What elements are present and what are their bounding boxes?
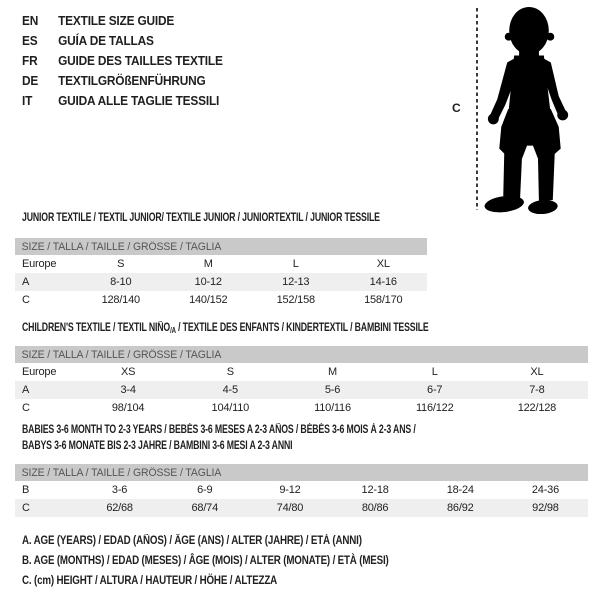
size-cell: XL (530, 366, 544, 378)
size-cell: 5-6 (324, 384, 341, 396)
babies-title-line1: BABIES 3-6 MONTH TO 2-3 YEARS / BEBÉS 3-6 MESES A 2-3 AÑOS / BÉBÉS 3-6 MOIS À 2-3 ANS / (22, 424, 416, 436)
row-label: C (22, 294, 30, 306)
row-label: B (22, 484, 30, 496)
size-cell: 3-6 (111, 484, 128, 496)
children-section-title (22, 320, 429, 339)
language-row-es (22, 31, 223, 51)
table-row (15, 363, 588, 381)
size-cell: 62/68 (106, 502, 133, 514)
size-cell: 8-10 (110, 276, 132, 288)
size-cell: 140/152 (189, 294, 228, 306)
table-row (15, 255, 427, 273)
babies-section-title (22, 422, 416, 454)
size-cell: 24-36 (531, 484, 560, 496)
row-label: Europe (22, 366, 57, 378)
size-cell: 7-8 (529, 384, 545, 396)
toddler-silhouette-image (482, 4, 578, 214)
language-code: FR (22, 54, 38, 68)
size-cell: XS (120, 366, 136, 378)
measurement-legend (22, 531, 389, 591)
language-row-en (22, 11, 223, 31)
table-row (15, 499, 588, 517)
size-cell: 14-16 (369, 276, 397, 288)
size-cell: 110/116 (314, 402, 351, 414)
legend-line-c: C. (cm) HEIGHT / ALTURA / HAUTEUR / HÖHE / ALTEZZA (22, 575, 278, 587)
size-cell: 4-5 (222, 384, 238, 396)
row-label: A (22, 384, 30, 396)
language-code: IT (22, 94, 33, 108)
table-row (15, 291, 427, 309)
size-cell: 18-24 (446, 484, 474, 496)
junior-size-table (15, 238, 427, 309)
size-cell: 158/170 (364, 294, 403, 306)
children-size-table (15, 346, 588, 417)
language-label: GUIDA ALLE TAGLIE TESSILI (58, 94, 220, 108)
table-size-header-text: SIZE / TALLA / TAILLE / GRÖSSE / TAGLIA (21, 348, 222, 361)
language-code: ES (22, 34, 38, 48)
size-cell: M (328, 366, 337, 378)
language-label: TEXTILGRÖßENFÜHRUNG (58, 74, 206, 88)
table-size-header (15, 464, 588, 481)
table-size-header (15, 238, 427, 255)
size-cell: 116/122 (415, 402, 454, 414)
table-size-header-text: SIZE / TALLA / TAILLE / GRÖSSE / TAGLIA (21, 240, 222, 253)
row-label: C (22, 502, 30, 514)
language-label: GUÍA DE TALLAS (58, 34, 154, 48)
language-label: GUIDE DES TAILLES TEXTILE (58, 54, 223, 68)
size-cell: L (292, 258, 299, 270)
size-cell: 80/86 (361, 502, 389, 514)
size-cell: S (226, 366, 234, 378)
size-cell: 68/74 (191, 502, 219, 514)
legend-line-a: A. AGE (YEARS) / EDAD (AÑOS) / ÂGE (ANS) / ALTER (JAHRE) / ETÀ (ANNI) (22, 535, 362, 547)
language-label: TEXTILE SIZE GUIDE (58, 14, 175, 28)
language-code: DE (22, 74, 39, 88)
table-size-header (15, 346, 588, 363)
children-title-pre: CHILDREN'S TEXTILE / TEXTIL NIÑO (22, 322, 171, 334)
babies-size-table (15, 464, 588, 517)
language-list (22, 11, 223, 111)
size-cell: L (431, 366, 438, 378)
size-cell: 10-12 (194, 276, 222, 288)
language-code: EN (22, 14, 39, 28)
children-title-sub: /A (170, 326, 176, 335)
size-cell: 86/92 (447, 502, 474, 514)
language-row-de (22, 71, 223, 91)
size-cell: 98/104 (111, 402, 145, 414)
table-row (15, 273, 427, 291)
height-measure-dotted-line (476, 8, 478, 210)
table-row (15, 399, 588, 417)
size-cell: XL (376, 258, 390, 270)
size-cell: 104/110 (211, 402, 250, 414)
size-cell: M (203, 258, 213, 270)
size-cell: 12-13 (282, 276, 310, 288)
size-cell: 6-9 (197, 484, 213, 496)
size-cell: 74/80 (276, 502, 304, 514)
table-row (15, 481, 588, 499)
size-cell: 92/98 (532, 502, 559, 514)
table-row (15, 381, 588, 399)
size-cell: S (117, 258, 125, 270)
row-label: Europe (22, 258, 57, 270)
legend-line-b: B. AGE (MONTHS) / EDAD (MESES) / ÂGE (MOIS) / ALTER (MONATE) / ETÀ (MESI) (22, 555, 389, 567)
size-cell: 152/158 (276, 294, 315, 306)
language-row-it (22, 91, 223, 111)
row-label: A (22, 276, 30, 288)
size-cell: 3-4 (120, 384, 136, 396)
language-row-fr (22, 51, 223, 71)
size-cell: 12-18 (361, 484, 389, 496)
babies-title-line2: BABYS 3-6 MONATE BIS 2-3 JAHRE / BAMBINI 3-6 MESI A 2-3 ANNI (22, 440, 293, 452)
table-size-header-text: SIZE / TALLA / TAILLE / GRÖSSE / TAGLIA (21, 466, 222, 479)
size-cell: 6-7 (427, 384, 443, 396)
size-cell: 128/140 (101, 294, 140, 306)
height-measure-label: C (452, 101, 461, 115)
size-cell: 122/128 (517, 402, 557, 414)
junior-title-text: JUNIOR TEXTILE / TEXTIL JUNIOR/ TEXTILE JUNIOR / JUNIORTEXTIL / JUNIOR TESSILE (22, 212, 380, 224)
row-label: C (22, 402, 30, 414)
size-cell: 9-12 (279, 484, 301, 496)
children-title-post: / TEXTILE DES ENFANTS / KINDERTEXTIL / BAMBINI TESSILE (175, 322, 429, 334)
junior-section-title (22, 210, 380, 226)
